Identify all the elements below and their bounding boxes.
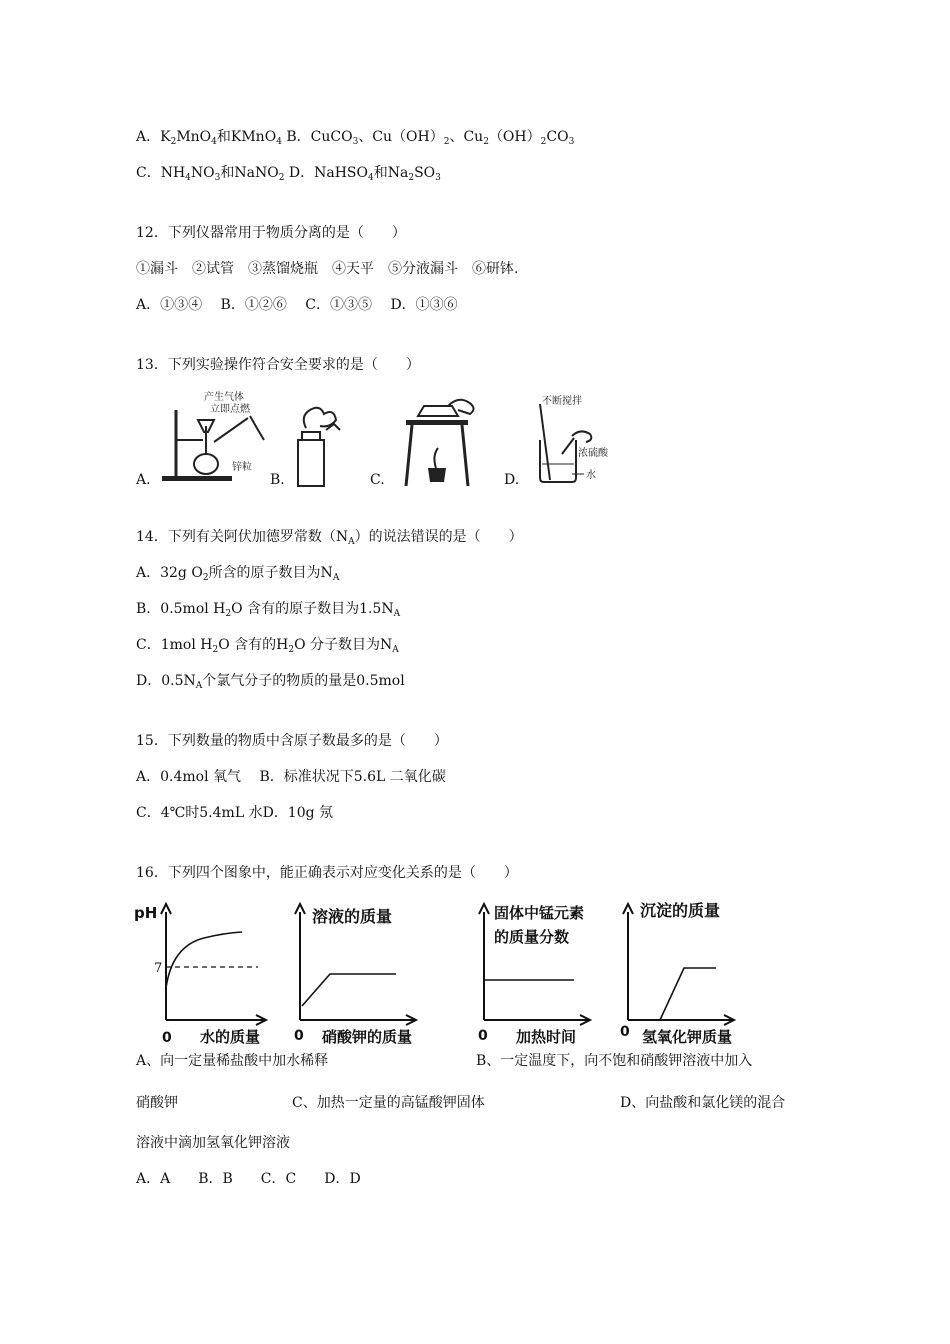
- q16-a-xlabel: 水的质量: [200, 1028, 261, 1046]
- q13-figure-d: [528, 394, 618, 490]
- q13-a-label-ignite: 立即点燃: [210, 404, 250, 415]
- q16-desc-d: D、向盐酸和氯化镁的混合: [620, 1095, 786, 1111]
- q16-desc-b: B、一定温度下，向不饱和硝酸钾溶液中加入: [476, 1053, 753, 1069]
- q16-b-origin: 0: [294, 1028, 304, 1044]
- q13-a-label-zinc: 锌粒: [232, 462, 252, 473]
- q16-c-origin: 0: [478, 1028, 488, 1044]
- q13-stem: 13．下列实验操作符合安全要求的是（ ）: [136, 357, 420, 373]
- q12-items: ①漏斗 ②试管 ③蒸馏烧瓶 ④天平 ⑤分液漏斗 ⑥研钵.: [136, 261, 519, 277]
- q16-a-origin: 0: [162, 1030, 172, 1046]
- q16-desc-d-cont: 溶液中滴加氢氧化钾溶液: [136, 1135, 290, 1151]
- q13-label-a: A.: [136, 472, 151, 488]
- q16-graph-b: [288, 896, 438, 1048]
- q13-label-c: C.: [370, 472, 385, 488]
- q16-options: A．A B．B C．C D．D: [136, 1171, 361, 1187]
- q13-d-label-water: 水: [586, 470, 596, 481]
- q16-desc-a: A、向一定量稀盐酸中加水稀释: [136, 1053, 329, 1069]
- q12-stem: 12．下列仪器常用于物质分离的是（ ）: [136, 225, 406, 241]
- q14-option-c: C．1mol $H_2O$ 含有的$H_2O$ 分子数目为$N_A$: [136, 637, 399, 655]
- q16-d-xlabel: 氢氧化钾质量: [642, 1028, 733, 1046]
- q13-d-label-stir: 不断搅拌: [542, 396, 582, 407]
- q13-label-b: B.: [270, 472, 285, 488]
- q16-desc-b-cont: 硝酸钾: [136, 1095, 178, 1111]
- q14-stem: 14．下列有关阿伏加德罗常数$(N_A)$的说法错误的是（ ）: [136, 529, 523, 547]
- q12-options: A．①③④ B．①②⑥ C．①③⑤ D．①③⑥: [136, 297, 458, 313]
- q16-c-xlabel: 加热时间: [516, 1028, 577, 1046]
- q15-options-cd: C．4℃时5.4mL 水D．10g 氖: [136, 805, 334, 821]
- q16-a-ylabel: pH: [134, 904, 158, 922]
- q16-graph-d: [614, 896, 764, 1048]
- q13-figure-a: [158, 390, 270, 490]
- q16-c-ylabel-2: 的质量分数: [494, 928, 570, 946]
- q16-c-ylabel-1: 固体中锰元素: [494, 904, 585, 922]
- q13-a-label-gas: 产生气体: [204, 392, 244, 403]
- q15-stem: 15．下列数量的物质中含原子数最多的是（ ）: [136, 733, 448, 749]
- q14-option-a: A．32g $O_2$所含的原子数目为$N_A$: [136, 565, 340, 583]
- q13-label-d: D.: [504, 472, 520, 488]
- q16-a-ref-label: 7: [154, 961, 163, 976]
- q15-options-ab: A．0.4mol 氧气 B．标准状况下5.6L 二氧化碳: [136, 769, 446, 785]
- q14-option-b: B．0.5mol $H_2O$ 含有的原子数目为$1.5N_A$: [136, 601, 401, 619]
- q13-d-label-acid: 浓硫酸: [578, 448, 608, 459]
- q13-figure-b: [290, 400, 350, 490]
- q16-b-xlabel: 硝酸钾的质量: [322, 1028, 413, 1046]
- q16-b-ylabel: 溶液的质量: [312, 907, 393, 926]
- q16-d-origin: 0: [620, 1024, 630, 1040]
- q16-stem: 16．下列四个图象中，能正确表示对应变化关系的是（ ）: [136, 865, 518, 881]
- q11-options-ab: A．$K_2MnO_4$和KMnO$_4$ B．CuCO$_3$、$Cu(OH)_2$、$Cu_2(OH)_2CO_3$: [136, 129, 575, 147]
- q13-figure-c: [398, 396, 490, 490]
- q16-d-ylabel: 沉淀的质量: [640, 901, 721, 920]
- q16-desc-c: C、加热一定量的高锰酸钾固体: [292, 1095, 485, 1111]
- q16-graph-a: [134, 896, 274, 1048]
- q11-options-cd: C．$NH_4NO_3$和NaNO$_2$ D．NaHSO$_4$和$Na_2SO_3$: [136, 165, 441, 183]
- q16-graph-c: [470, 896, 610, 1048]
- q14-option-d: D．$0.5N_A$个氯气分子的物质的量是0.5mol: [136, 673, 405, 691]
